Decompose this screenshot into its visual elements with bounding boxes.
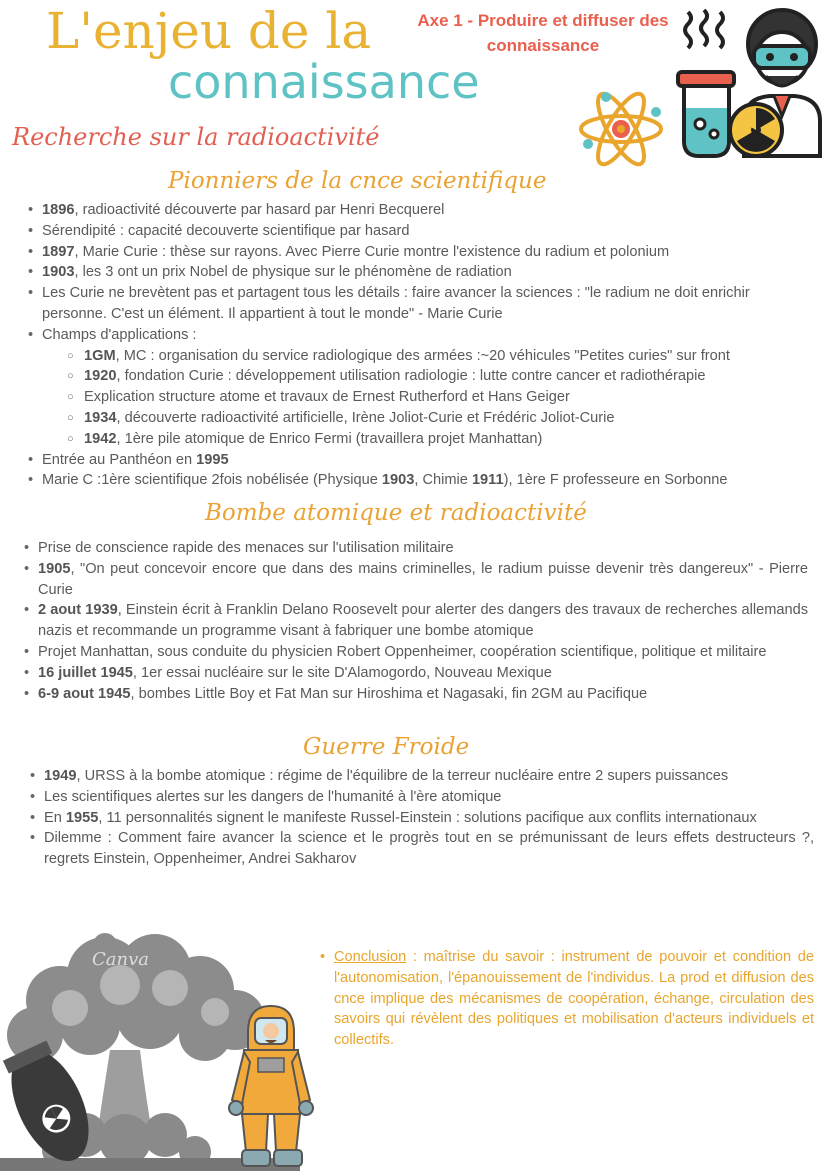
list-item-year: 1896 — [42, 202, 75, 218]
sub-list-item-text: , découverte radioactivité artificielle, Irène Joliot-Curie et Frédéric Joliot-Curie — [116, 409, 615, 426]
list-item-text: Les scientifiques alertes sur les dangers de l'humanité à l'ère atomique — [44, 788, 502, 805]
list-item — [22, 684, 808, 705]
list-item-year: 1903 — [42, 264, 75, 281]
list-item-text: , Marie Curie : thèse sur rayons. Avec Pierre Curie montre l'existence du radium et polonium — [74, 243, 670, 260]
list-item — [26, 283, 816, 325]
atom-icon — [576, 88, 666, 170]
list-item-text: , Einstein écrit à Franklin Delano Roosevelt pour alerter des dangers des travaux de recherches allemands nazis et recommande un programme visant à fabriquer une bombe atomique — [38, 602, 809, 640]
sub-list-item-text: , fondation Curie : développement utilisation radiologie : lutte contre cancer et radiothérapie — [116, 368, 706, 385]
list-item-text: Champs d'applications : — [42, 326, 197, 343]
axe-heading-line2: connaissance — [486, 36, 600, 55]
list-item-year: 1911 — [471, 472, 504, 489]
list-item-text: , 11 personnalités signent le manifeste Russel-Einstein : solutions pacifique aux conflits internationaux — [98, 809, 757, 826]
section-bomb-list — [22, 538, 808, 704]
list-item — [22, 663, 808, 684]
list-item-year: 1897 — [42, 243, 75, 260]
list-item-text: Sérendipité : capacité decouverte scientifique par hasard — [42, 222, 410, 239]
sub-list-item-text: Explication structure atome et travaux de Ernest Rutherford et Hans Geiger — [84, 389, 570, 406]
list-item — [22, 600, 808, 642]
list-item-text: , les 3 ont un prix Nobel de physique sur le phénomène de radiation — [74, 264, 512, 281]
list-item-text: Prise de conscience rapide des menaces sur l'utilisation militaire — [38, 540, 454, 556]
list-item — [22, 559, 808, 601]
list-item-text: Les Curie ne brevètent pas et partagent tous les détails : faire avancer la sciences : "le radium ne doit enrichir personne. C'est un élément. Il appartient à tout le monde" - Marie Curie — [42, 285, 750, 322]
list-item — [22, 538, 808, 559]
sub-list-item — [42, 346, 816, 367]
conclusion-text: : maîtrise du savoir : instrument de pouvoir et condition de l'autonomisation, l'épanouissement de l'individus. La prod et diffusion des cnce implique des mécanismes de coopération, échange, circulation des savoirs qui révèlent des politiques et mobilisation d'acteurs individuels et collectifs. — [334, 949, 814, 1049]
sub-list-item — [42, 408, 816, 429]
list-item — [26, 200, 816, 221]
section-title-bomb: Bombe atomique et radioactivité — [205, 500, 587, 526]
list-item-year: 1905 — [38, 560, 71, 577]
axe-heading — [398, 8, 688, 58]
page-subtitle: Recherche sur la radioactivité — [12, 123, 380, 151]
list-item-year: 1995 — [196, 451, 229, 468]
list-item-text: Dilemme : Comment faire avancer la science et le progrès tout en se prémunissant de leurs effets destructeurs ?, regrets Einstein, Oppenheimer, Andrei Sakharov — [44, 830, 814, 868]
list-item-text: Projet Manhattan, sous conduite du physicien Robert Oppenheimer, coopération scientifique, politique et militaire — [38, 643, 767, 660]
hazmat-suit-figure — [228, 1002, 314, 1170]
sub-list-item-year: 1920 — [84, 368, 117, 385]
list-item-year: 6-9 aout 1945 — [38, 685, 131, 702]
sub-list-item-text: , MC : organisation du service radiologique des armées :~20 véhicules "Petites curies" sur front — [115, 347, 730, 364]
list-item — [26, 221, 816, 242]
sub-list-item — [42, 366, 816, 387]
conclusion-label: Conclusion — [334, 949, 407, 965]
list-item — [22, 642, 808, 663]
list-item-year: 2 aout 1939 — [38, 602, 118, 619]
list-item-text: , Chimie — [414, 472, 472, 489]
section-pioneers-list — [26, 200, 816, 491]
list-item — [26, 470, 816, 491]
sub-list-item — [42, 429, 816, 450]
list-item — [26, 242, 816, 263]
sub-list-item-year: 1GM — [84, 347, 116, 364]
list-item-year: 1903 — [381, 472, 415, 489]
list-item-text: , "On peut concevoir encore que dans des mains criminelles, le radium puisse devenir très dangereux" - Pierre Curie — [38, 560, 808, 598]
sub-list-item-year: 1934 — [84, 409, 117, 426]
list-item — [26, 325, 816, 450]
list-item-text: En — [44, 809, 66, 826]
list-item — [26, 262, 816, 283]
list-item-year: 1949 — [44, 768, 77, 784]
list-item-text: ), 1ère F professeure en Sorbonne — [503, 472, 728, 489]
list-item — [28, 787, 814, 808]
list-item-text: , radioactivité découverte par hasard par Henri Becquerel — [74, 202, 445, 218]
list-item-text: Entrée au Panthéon en — [42, 451, 197, 468]
section-title-pioneers: Pionniers de la cnce scientifique — [168, 168, 547, 194]
scientist-icon — [674, 6, 828, 162]
list-item — [28, 766, 814, 787]
section-title-cold-war: Guerre Froide — [303, 734, 470, 760]
list-item-year: 16 juillet 1945 — [38, 664, 133, 681]
list-item — [28, 808, 814, 829]
watermark-text: Canva — [92, 949, 149, 970]
list-item-text: , bombes Little Boy et Fat Man sur Hiroshima et Nagasaki, fin 2GM au Pacifique — [130, 685, 648, 702]
page-title-line1: L'enjeu de la — [46, 2, 372, 60]
sub-list-item-text: , 1ère pile atomique de Enrico Fermi (travaillera projet Manhattan) — [116, 430, 543, 447]
sub-list-item — [42, 387, 816, 408]
axe-heading-line1: Axe 1 - Produire et diffuser des — [417, 11, 669, 30]
section-cold-war-list — [28, 766, 814, 870]
list-item-text: Marie C :1ère scientifique 2fois nobélisée (Physique — [42, 472, 382, 489]
page-title-line2: connaissance — [168, 55, 480, 109]
list-item-text: , 1er essai nucléaire sur le site D'Alamogordo, Nouveau Mexique — [132, 664, 552, 681]
conclusion-block — [318, 947, 814, 1051]
list-item-year: 1955 — [65, 809, 99, 826]
list-item-text: , URSS à la bombe atomique : régime de l'équilibre de la terreur nucléaire entre 2 supers puissances — [76, 768, 729, 784]
list-item — [28, 828, 814, 870]
sub-list-item-year: 1942 — [84, 430, 117, 447]
list-item — [26, 450, 816, 471]
